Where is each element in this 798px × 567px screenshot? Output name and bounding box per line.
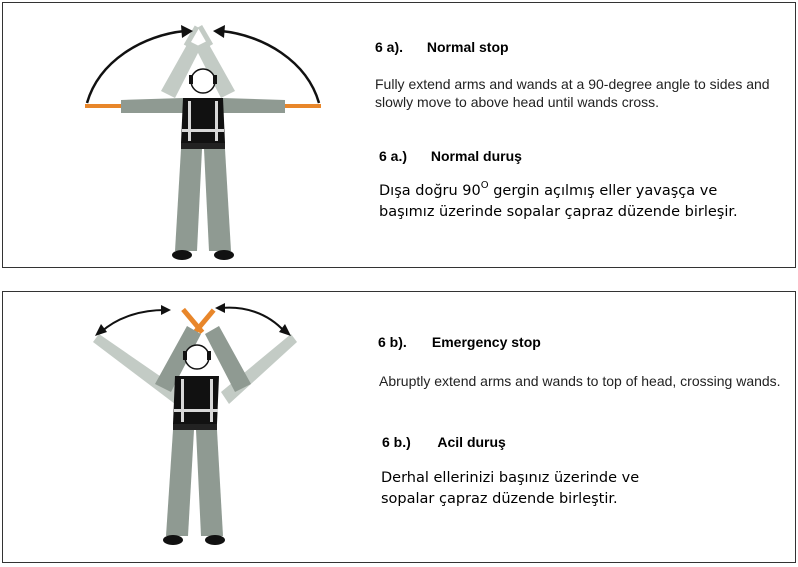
en-description: Fully extend arms and wands at a 90-degree angle to sides and slowly move to above head until wands cross.: [375, 76, 770, 110]
tr-heading: [379, 148, 789, 164]
wand-right: [285, 104, 321, 108]
tr-number: 6 b.): [382, 434, 411, 450]
en-heading: [375, 39, 789, 55]
en-description: Abruptly extend arms and wands to top of head, crossing wands.: [379, 373, 781, 389]
tr-description: [379, 181, 789, 223]
legs: [166, 430, 223, 536]
en-number: 6 a).: [375, 39, 404, 55]
tr-title: Acil duruş: [437, 434, 506, 450]
panel-normal-stop: [2, 2, 796, 268]
head: [191, 69, 215, 93]
wand-left: [85, 104, 121, 108]
panel-emergency-stop: [2, 291, 796, 563]
tr-description: [381, 468, 789, 510]
en-title: Emergency stop: [431, 334, 541, 350]
tr-number: 6 a.): [379, 148, 408, 164]
legs: [175, 149, 231, 251]
en-number: 6 b).: [378, 334, 407, 350]
vest: [181, 98, 225, 143]
marshaller-normal-stop-illustration: [3, 3, 363, 267]
tr-title: Normal duruş: [430, 148, 522, 164]
tr-line-2: başımız üzerinde sopalar çapraz düzende birleşir.: [379, 204, 738, 220]
en-heading: [378, 334, 789, 350]
en-title: Normal stop: [426, 39, 509, 55]
head: [185, 345, 209, 369]
tr-line-1: Derhal ellerinizi başınız üzerinde ve: [381, 470, 640, 486]
tr-heading: [382, 434, 789, 450]
tr-line-2: sopalar çapraz düzende birleştir.: [381, 491, 618, 507]
tr-line-1: Dışa doğru $90^O$ gergin açılmış eller yavaşça ve: [379, 180, 718, 199]
marshaller-emergency-stop-illustration: [3, 292, 363, 562]
